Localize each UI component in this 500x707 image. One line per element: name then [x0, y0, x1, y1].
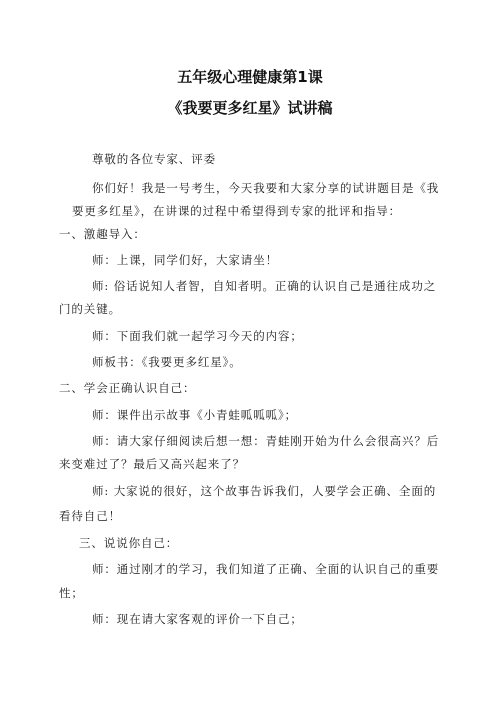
section-heading: 三、说说你自己： — [79, 536, 179, 550]
body-line: 师板书：《我要更多红星》。 — [92, 355, 242, 369]
document-subtitle: 《我要更多红星》试讲稿 — [167, 99, 333, 117]
body-line: 师: 大家说的很好，这个故事告诉我们，人要学会正确、全面的 — [92, 484, 437, 498]
body-line: 看待自己！ — [59, 509, 121, 523]
body-line: 师：课件出示故事《小青蛙呱呱呱》； — [92, 408, 298, 422]
body-line: 门的关键。 — [59, 302, 121, 316]
body-line: 师：上课，同学们好，大家请坐！ — [92, 253, 278, 267]
body-line: 来变难过了？最后又高兴起来了？ — [59, 457, 245, 471]
body-line: 性； — [59, 586, 84, 600]
document-title: 五年级心理健康第1课 — [177, 68, 323, 86]
section-heading: 二、学会正确认识自己： — [59, 381, 196, 395]
body-line: 师：下面我们就一起学习今天的内容； — [92, 329, 303, 343]
body-line: 你们好！我是一号考生，今天我要和大家分享的试讲题目是《我 — [92, 181, 440, 195]
body-line: 师：通过刚才的学习，我们知道了正确、全面的认识自己的重要 — [92, 562, 440, 576]
greeting-line: 尊敬的各位专家、评委 — [92, 152, 216, 166]
body-line: 师：现在请大家客观的评价一下自己； — [92, 612, 303, 626]
body-line: 要更多红星》，在讲课的过程中希望得到专家的批评和指导： — [72, 204, 402, 218]
section-heading: 一、激趣导入： — [59, 227, 146, 241]
body-line: 师: 俗话说知人者智，自知者明。正确的认识自己是通往成功之 — [92, 279, 437, 293]
body-line: 师：请大家仔细阅读后想一想：青蛙刚开始为什么会很高兴？后 — [92, 434, 440, 448]
